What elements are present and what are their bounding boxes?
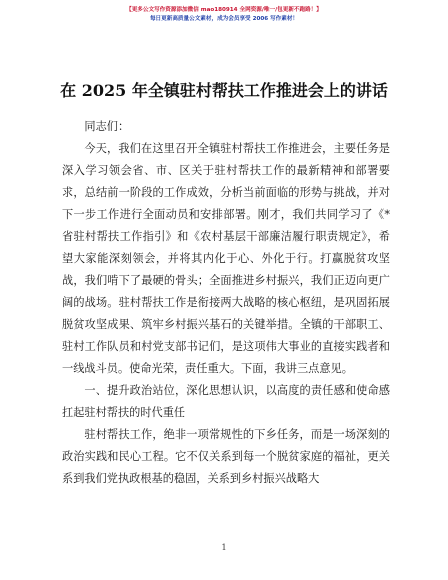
page-number: 1	[221, 543, 227, 552]
document-title: 在 2025 年全镇驻村帮扶工作推进会上的讲话	[60, 81, 388, 100]
document-body	[62, 116, 390, 490]
paragraph-intro: 今天，我们在这里召开全镇驻村帮扶工作推进会，主要任务是深入学习领会省、市、区关于驻村帮扶工作的最新精神和部署要求，总结前一阶段的工作成效，分析当前面临的形势与挑战，并对下一步工作进行全面动员和安排部署。刚才，我们共同学习了《*省驻村帮扶工作指引》和《农村基层干部廉洁履行职责规定》，希望大家能深刻领会，并将其内化于心、外化于行。打赢脱贫攻坚战，我们啃下了最硬的骨头；全面推进乡村振兴，我们正迈向更广阔的战场。驻村帮扶工作是衔接两大战略的核心枢纽，是巩固拓展脱贫攻坚成果、筑牢乡村振兴基石的关键举措。全镇的干部职工、驻村工作队员和村党支部书记们，是这项伟大事业的直接实践者和一线战斗员。使命光荣，责任重大。下面，我讲三点意见。	[62, 142, 390, 375]
salutation: 同志们：	[84, 120, 130, 133]
paragraph-section-1: 驻村帮扶工作，绝非一项常规性的下乡任务，而是一场深刻的政治实践和民心工程。它不仅关系到每一个脱贫家庭的福祉，更关系到我们党执政根基的稳固，关系到乡村振兴战略大	[62, 428, 390, 485]
promo-banner	[0, 6, 448, 24]
section-heading-1: 一、提升政治站位，深化思想认识，以高度的责任感和使命感扛起驻村帮扶的时代重任	[62, 384, 390, 419]
promo-line-2: 每日更新高质量公文素材，成为会员享受 2006 写作素材！	[149, 16, 299, 22]
promo-line-1: 【更多公文写作资源添加微信 mao180914 全网资源/唯一/包更新不跑路！】	[126, 7, 322, 13]
